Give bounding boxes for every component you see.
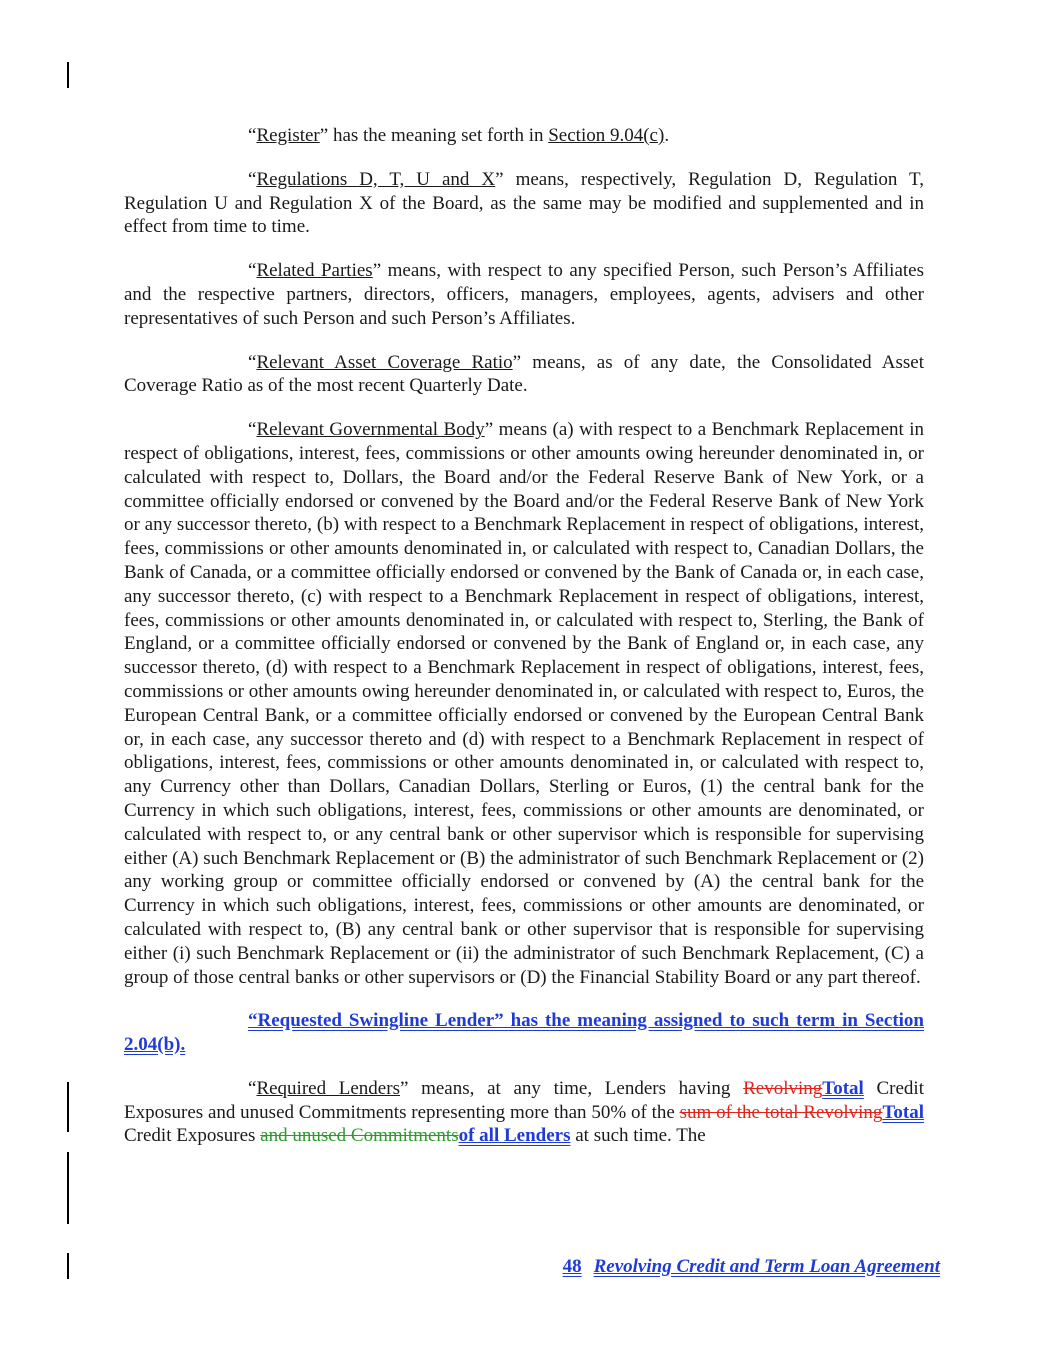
document-title: Revolving Credit and Term Loan Agreement	[593, 1256, 940, 1277]
inserted-text: Total	[882, 1101, 924, 1123]
change-bar	[67, 1253, 69, 1279]
section-reference: Section 9.04(c)	[548, 125, 665, 146]
definition-regulations: “Regulations D, T, U and X” means, respectively, Regulation D, Regulation T, Regulation U and Regulation X of the Board, as the same may be modified and supplemented and in effect from time to time.	[124, 168, 925, 238]
change-bar	[67, 62, 69, 88]
definition-requested-swingline-lender	[124, 1009, 924, 1057]
definition-relevant-governmental-body: “Relevant Governmental Body” means (a) with respect to a Benchmark Replacement in respect of obligations, interest, fees, commissions or other amounts owing hereunder denominated in, or calculated with respect to, Dollars, the Board and/or the Federal Reserve Bank of New York, or a committee officially endorsed or convened by the Board and/or the Federal Reserve Bank of New York or any successor thereto, (b) with respect to a Benchmark Replacement in respect of obligations, interest, fees, commissions or other amounts denominated in, or calculated with respect to, Canadian Dollars, the Bank of Canada, or a committee officially endorsed or convened by the Bank of Canada or, in each case, any successor thereto, (c) with respect to a Benchmark Replacement in respect of obligations, interest, fees, commissions or other amounts denominated in, or calculated with respect to, Sterling, the Bank of England, or a committee officially endorsed or convened by the Bank of England or, in each case, any successor thereto, (d) with respect to a Benchmark Replacement in respect of obligations, interest, fees, commissions or other amounts owing hereunder denominated in, or calculated with respect to, Euros, the European Central Bank, or a committee officially endorsed or convened by the European Central Bank or, in each case, any successor thereto and (d) with respect to a Benchmark Replacement in respect of obligations, interest, fees, commissions or other amounts denominated in, or calculated with respect to, any Currency other than Dollars, Canadian Dollars, Sterling or Euros, (1) the central bank for the Currency in which such obligations, interest, fees, commissions or other amounts are denominated, or calculated with respect to, or any central bank or other supervisor which is responsible for supervising either (A) such Benchmark Replacement or (B) the administrator of such Benchmark Replacement or (2) any working group or committee officially endorsed or convened by (A) the central bank for the Currency in which such obligations, interest, fees, commissions or other amounts are denominated, or calculated with respect to, (B) any central bank or other supervisor that is responsible for supervising either (i) such Benchmark Replacement or (ii) the administrator of such Benchmark Replacement, (C) a group of those central banks or other supervisors or (D) the Financial Stability Board or any part thereof.	[124, 419, 924, 988]
inserted-text: “Requested Swingline Lender” has the meaning assigned to such term in Section 2.04(b).	[124, 1010, 924, 1056]
definition-relevant-asset-coverage-ratio: “Relevant Asset Coverage Ratio” means, as of any date, the Consolidated Asset Coverage Ratio as of the most recent Quarterly Date.	[124, 351, 925, 397]
deleted-text: sum of the total Revolving	[679, 1101, 883, 1123]
inserted-text: of all Lenders	[458, 1125, 571, 1147]
defined-term: Relevant Asset Coverage Ratio	[256, 351, 513, 373]
definition-required-lenders: “Required Lenders” means, at any time, Lenders having RevolvingTotal Credit Exposures and unused Commitments representing more than 50% of the sum of the total RevolvingTotal Credit Exposures and unused Commitmentsof all Lenders at such time. The	[124, 1077, 924, 1147]
definition-register: “Register” has the meaning set forth in Section 9.04(c).	[248, 125, 670, 146]
change-bar	[67, 1082, 69, 1132]
deleted-text: and unused Commitments	[260, 1125, 459, 1147]
defined-term: Required Lenders	[256, 1077, 400, 1099]
definitions-body	[124, 124, 924, 1148]
defined-term: Regulations D, T, U and X	[256, 168, 496, 190]
defined-term: Relevant Governmental Body	[256, 419, 485, 441]
page-footer	[563, 1256, 940, 1278]
page-number: 48	[562, 1256, 582, 1277]
deleted-text: Revolving	[743, 1077, 823, 1099]
change-bar	[67, 1152, 69, 1224]
defined-term: Register	[256, 125, 320, 146]
inserted-text: Total	[822, 1077, 864, 1099]
definition-related-parties: “Related Parties” means, with respect to any specified Person, such Person’s Affiliates and the respective partners, directors, officers, managers, employees, agents, advisers and other representatives of such Person and such Person’s Affiliates.	[124, 260, 924, 329]
defined-term: Related Parties	[256, 260, 373, 282]
